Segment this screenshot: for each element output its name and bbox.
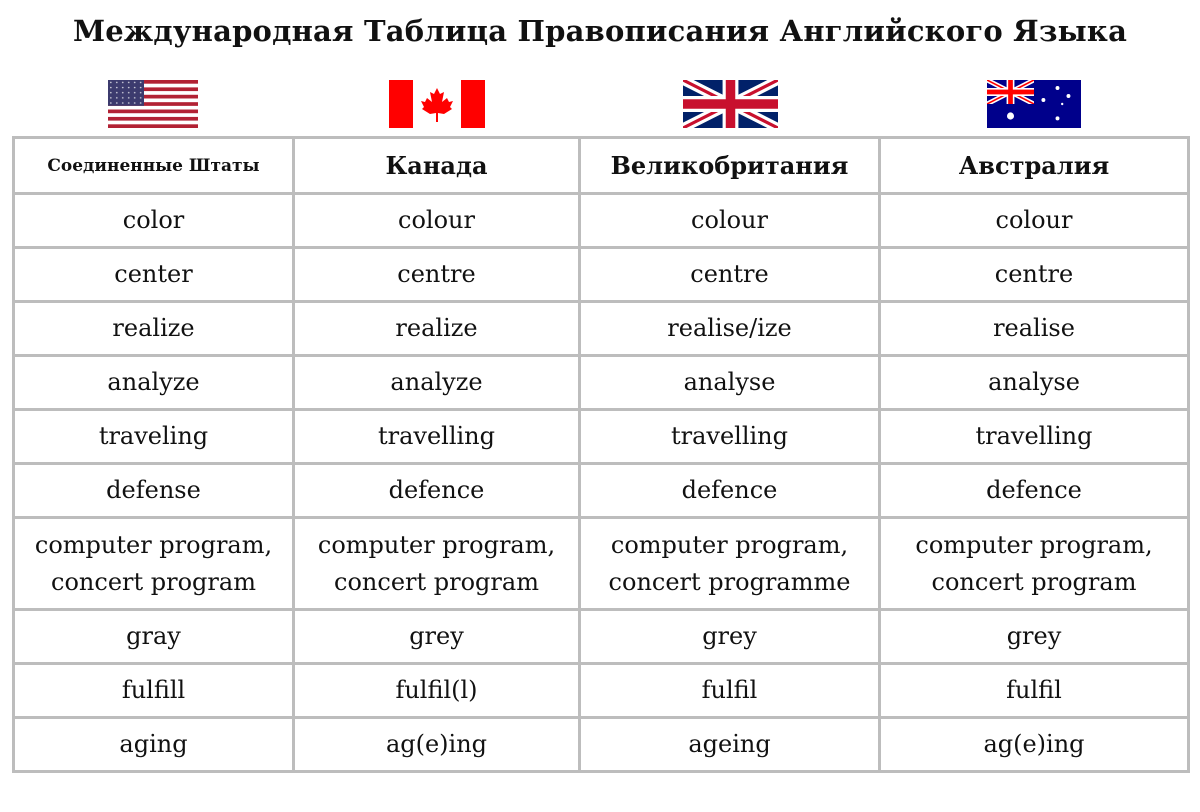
table-row	[14, 410, 1189, 464]
table-row	[14, 610, 1189, 664]
cell-uk: colour	[580, 194, 880, 248]
cell-uk: realise/ize	[580, 302, 880, 356]
table-row	[14, 664, 1189, 718]
cell-australia: grey	[880, 610, 1189, 664]
cell-line: computer program,	[34, 530, 273, 559]
cell-canada: travelling	[294, 410, 580, 464]
cell-canada: fulfil(l)	[294, 664, 580, 718]
cell-australia: defence	[880, 464, 1189, 518]
cell-uk: fulfil	[580, 664, 880, 718]
cell-australia: ag(e)ing	[880, 718, 1189, 772]
cell-australia: realise	[880, 302, 1189, 356]
cell-uk: defence	[580, 464, 880, 518]
australia-flag-icon	[987, 80, 1081, 128]
cell-line: computer program,	[610, 530, 849, 559]
cell-canada: ag(e)ing	[294, 718, 580, 772]
cell-australia: travelling	[880, 410, 1189, 464]
cell-canada: realize	[294, 302, 580, 356]
table-row	[14, 518, 1189, 610]
cell-canada: centre	[294, 248, 580, 302]
cell-us: traveling	[14, 410, 294, 464]
cell-us: analyze	[14, 356, 294, 410]
cell-uk: grey	[580, 610, 880, 664]
cell-us: fulfill	[14, 664, 294, 718]
cell-uk: ageing	[580, 718, 880, 772]
cell-uk: travelling	[580, 410, 880, 464]
cell-uk: centre	[580, 248, 880, 302]
cell-us	[14, 518, 294, 610]
cell-line: concert programme	[608, 567, 851, 596]
cell-uk: analyse	[580, 356, 880, 410]
cell-line: concert program	[51, 567, 256, 596]
cell-uk	[580, 518, 880, 610]
us-flag-icon	[108, 80, 198, 128]
cell-us: color	[14, 194, 294, 248]
table-row	[14, 194, 1189, 248]
cell-australia: analyse	[880, 356, 1189, 410]
table-row	[14, 302, 1189, 356]
cell-line: concert program	[931, 567, 1137, 596]
cell-line: concert program	[334, 567, 539, 596]
table-row	[14, 464, 1189, 518]
cell-canada: defence	[294, 464, 580, 518]
cell-australia: colour	[880, 194, 1189, 248]
header-canada: Канада	[294, 138, 580, 194]
header-row	[14, 138, 1189, 194]
cell-us: center	[14, 248, 294, 302]
cell-us: defense	[14, 464, 294, 518]
cell-canada: grey	[294, 610, 580, 664]
cell-us: realize	[14, 302, 294, 356]
spelling-table	[12, 136, 1190, 773]
table-row	[14, 248, 1189, 302]
canada-flag-icon	[389, 80, 485, 128]
cell-line: computer program,	[915, 530, 1153, 559]
cell-us: aging	[14, 718, 294, 772]
table-row	[14, 356, 1189, 410]
header-uk: Великобритания	[580, 138, 880, 194]
cell-line: computer program,	[317, 530, 556, 559]
uk-flag-icon	[683, 80, 778, 128]
cell-australia: fulfil	[880, 664, 1189, 718]
cell-canada: colour	[294, 194, 580, 248]
cell-canada: analyze	[294, 356, 580, 410]
cell-australia	[880, 518, 1189, 610]
page-title: Международная Таблица Правописания Английского Языка	[72, 14, 1128, 48]
cell-canada	[294, 518, 580, 610]
cell-australia: centre	[880, 248, 1189, 302]
header-australia: Австралия	[880, 138, 1189, 194]
cell-us: gray	[14, 610, 294, 664]
header-us: Соединенные Штаты	[14, 138, 294, 194]
table-row	[14, 718, 1189, 772]
